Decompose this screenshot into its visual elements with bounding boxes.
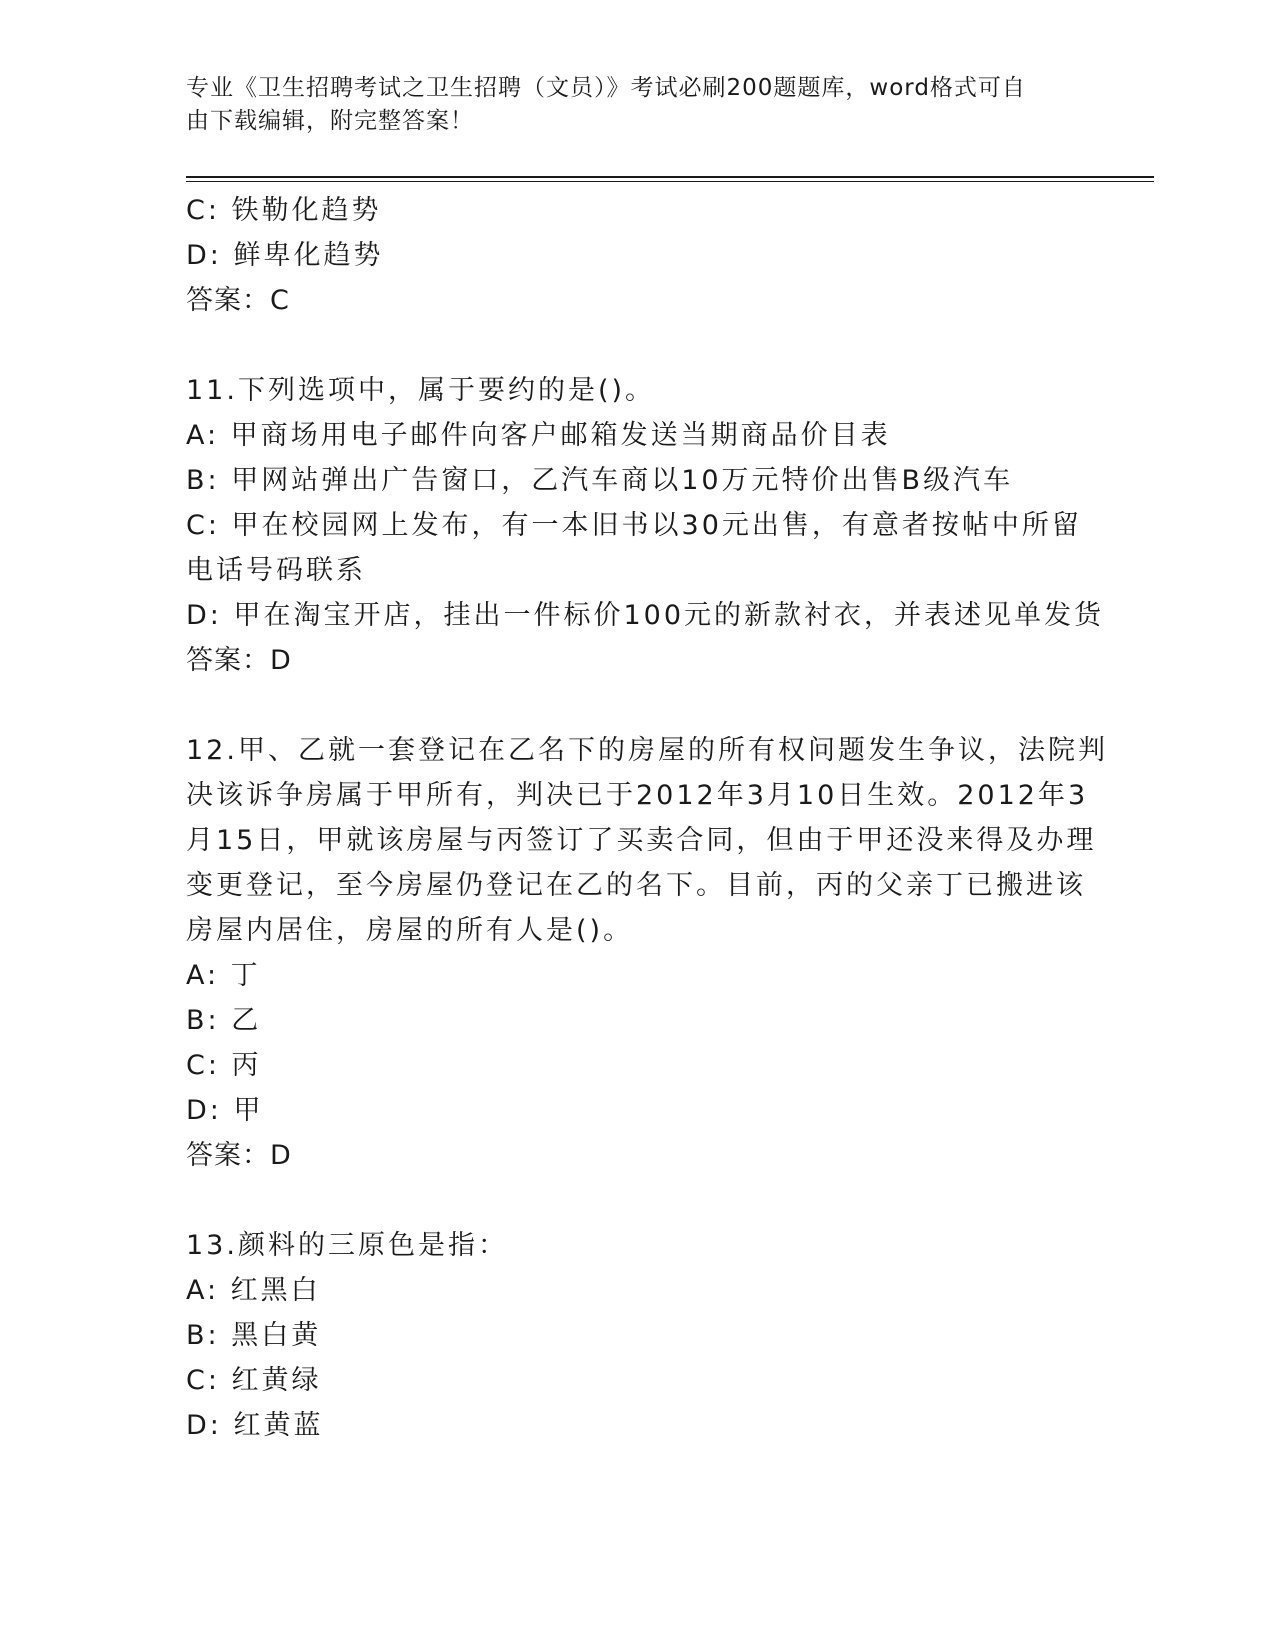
question-text-line-5: 房屋内居住，房屋的所有人是()。 bbox=[186, 915, 634, 946]
option-c: C: 铁勒化趋势 bbox=[186, 195, 382, 226]
header-divider-thick bbox=[186, 176, 1154, 178]
option-a: A: 红黑白 bbox=[186, 1275, 321, 1306]
option-b: B: 黑白黄 bbox=[186, 1320, 322, 1351]
question-text-line-3: 月15日，甲就该房屋与丙签订了买卖合同，但由于甲还没来得及办理 bbox=[186, 825, 1097, 856]
question-12 bbox=[186, 728, 1108, 1178]
answer-label: 答案：D bbox=[186, 645, 292, 676]
question-13 bbox=[186, 1223, 1086, 1448]
header-line-2: 由下载编辑，附完整答案！ bbox=[186, 108, 474, 134]
spacer bbox=[186, 683, 1086, 728]
option-c: C: 红黄绿 bbox=[186, 1365, 322, 1396]
question-text: 11.下列选项中，属于要约的是()。 bbox=[186, 375, 656, 406]
option-d: D: 甲 bbox=[186, 1095, 264, 1126]
document-header bbox=[186, 72, 1066, 138]
option-d: D: 鲜卑化趋势 bbox=[186, 240, 384, 271]
option-d: D: 红黄蓝 bbox=[186, 1410, 324, 1441]
answer-label: 答案：C bbox=[186, 285, 290, 316]
question-text-line-2: 决该诉争房属于甲所有，判决已于2012年3月10日生效。2012年3 bbox=[186, 780, 1089, 811]
answer-label: 答案：D bbox=[186, 1140, 292, 1171]
option-c: C: 甲在校园网上发布，有一本旧书以30元出售，有意者按帖中所留 bbox=[186, 510, 1082, 541]
question-11 bbox=[186, 368, 1105, 683]
option-a: A: 丁 bbox=[186, 960, 261, 991]
option-c-continued: 电话号码联系 bbox=[186, 555, 366, 586]
question-text-line-1: 12.甲、乙就一套登记在乙名下的房屋的所有权问题发生争议，法院判 bbox=[186, 735, 1108, 766]
option-b: B: 乙 bbox=[186, 1005, 262, 1036]
question-text: 13.颜料的三原色是指： bbox=[186, 1230, 508, 1261]
option-a: A: 甲商场用电子邮件向客户邮箱发送当期商品价目表 bbox=[186, 420, 891, 451]
question-list bbox=[186, 188, 1108, 1448]
header-divider-thin bbox=[186, 181, 1154, 182]
spacer bbox=[186, 323, 1086, 368]
option-b: B: 甲网站弹出广告窗口，乙汽车商以10万元特价出售B级汽车 bbox=[186, 465, 1014, 496]
question-10-continued bbox=[186, 188, 1086, 323]
spacer bbox=[186, 1178, 1086, 1223]
question-text-line-4: 变更登记，至今房屋仍登记在乙的名下。目前，丙的父亲丁已搬进该 bbox=[186, 870, 1086, 901]
option-d: D: 甲在淘宝开店，挂出一件标价100元的新款衬衣，并表述见单发货 bbox=[186, 600, 1105, 631]
header-line-1: 专业《卫生招聘考试之卫生招聘（文员）》考试必刷200题题库，word格式可自 bbox=[186, 75, 1026, 101]
option-c: C: 丙 bbox=[186, 1050, 262, 1081]
